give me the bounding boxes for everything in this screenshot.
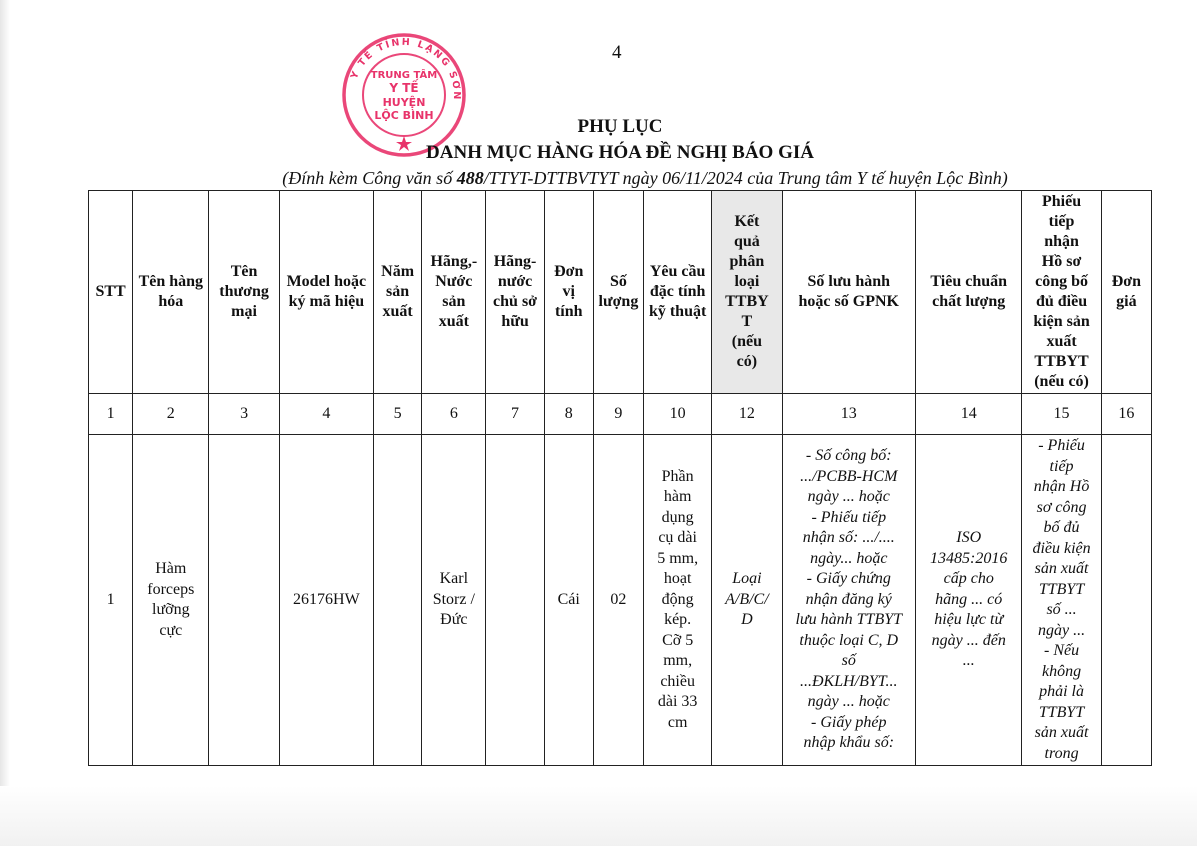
svg-text:TRUNG TÂM: TRUNG TÂM xyxy=(370,70,438,81)
cell-line: ... xyxy=(962,652,975,670)
cell-line: xuất xyxy=(1046,333,1077,350)
cell-line: hoặc số GPNK xyxy=(798,293,899,310)
cell-line: kiện sản xyxy=(1033,313,1090,330)
cell-line: ngày... hoặc xyxy=(810,549,888,567)
cell-quality-standard xyxy=(916,435,1022,766)
cell-classification xyxy=(712,435,782,766)
cell-line: hoạt xyxy=(663,570,692,588)
cell-line: Yêu cầu xyxy=(649,263,706,280)
cell-line: mm, xyxy=(663,652,693,670)
cell-line: động xyxy=(661,590,694,608)
page-bottom-shadow xyxy=(0,786,1197,846)
cell-line: - Nếu xyxy=(1044,642,1080,659)
cell-line: ký mã hiệu xyxy=(288,293,365,310)
cell-line: lưu hành TTBYT xyxy=(795,611,903,629)
cell-line: trong xyxy=(1044,744,1079,762)
cell-line: TTBYT xyxy=(1038,703,1085,721)
cell-registration xyxy=(782,435,916,766)
cell-line: A/B/C/ xyxy=(725,590,769,608)
col-unit-price xyxy=(1101,191,1151,394)
cell-line: sản xuất xyxy=(1034,724,1089,741)
cell-line: hóa xyxy=(158,293,184,310)
cell-line: Tên hàng xyxy=(138,273,204,290)
cell-line: Loại xyxy=(732,570,762,588)
cell-model: 26176HW xyxy=(279,435,373,766)
cell-line: nhận đăng ký xyxy=(805,590,892,608)
cell-line: cm xyxy=(667,713,688,731)
cell-line: Đơn xyxy=(1111,273,1141,290)
cell-unit: Cái xyxy=(544,435,593,766)
cell-line: nhập khẩu số: xyxy=(803,734,895,752)
cell-specs xyxy=(644,435,712,766)
cell-line: (nếu có) xyxy=(1034,373,1089,390)
cell-line: Hàm xyxy=(155,560,187,577)
column-number: 3 xyxy=(209,394,279,435)
col-unit xyxy=(544,191,593,394)
cell-line: tiếp xyxy=(1049,457,1074,475)
cell-unit-price xyxy=(1101,435,1151,766)
column-number: 9 xyxy=(593,394,643,435)
cell-line: không xyxy=(1042,662,1082,680)
cell-line: công bố xyxy=(1035,273,1088,290)
cell-line: Năm xyxy=(381,263,415,280)
cell-line: - Phiếu tiếp xyxy=(811,508,887,526)
attachment-suffix: /TTYT-DTTBVTYT ngày 06/11/2024 của Trung tâm Y tế huyện Lộc Bình) xyxy=(483,168,1008,188)
cell-line: hàm xyxy=(663,488,692,506)
cell-manufacturer xyxy=(422,435,486,766)
cell-line: TTBYT xyxy=(1038,580,1085,598)
cell-quantity: 02 xyxy=(593,435,643,766)
cell-line: số xyxy=(841,652,856,670)
cell-line: sản xuất xyxy=(1034,560,1089,577)
cell-line: Hãng,- xyxy=(430,253,478,270)
document-number: 488 xyxy=(456,168,484,188)
cell-line: phải là xyxy=(1039,683,1084,700)
cell-line: Hãng- xyxy=(493,253,537,270)
cell-line: TTBY xyxy=(725,293,769,310)
cell-line: Đức xyxy=(440,611,468,629)
column-number: 1 xyxy=(89,394,133,435)
cell-line: xuất xyxy=(382,303,413,320)
cell-line: đặc tính xyxy=(649,283,706,300)
col-stt xyxy=(89,191,133,394)
cell-line: kỹ thuật xyxy=(648,303,707,320)
cell-line: Nước xyxy=(435,273,473,290)
cell-line: hữu xyxy=(501,313,529,330)
cell-line: quả xyxy=(733,233,760,250)
cell-line: Tên xyxy=(230,263,258,280)
col-owner xyxy=(486,191,544,394)
cell-line: phân xyxy=(729,253,765,270)
cell-line: kép. xyxy=(664,611,692,629)
cell-line: Số lưu hành xyxy=(807,273,891,290)
cell-line: ngày ... hoặc xyxy=(807,488,890,506)
cell-line: hãng ... có xyxy=(935,590,1003,608)
cell-line: sơ công xyxy=(1036,498,1087,516)
cell-line: - Phiếu xyxy=(1038,437,1085,454)
cell-line: Tiêu chuẩn xyxy=(930,273,1008,290)
cell-line: Model hoặc xyxy=(286,273,367,290)
cell-line: nhận Hồ xyxy=(1033,478,1090,495)
cell-line: Karl xyxy=(439,570,469,588)
cell-line: có) xyxy=(736,353,758,370)
table-row xyxy=(89,435,1152,766)
goods-table xyxy=(88,190,1152,766)
list-title: DANH MỤC HÀNG HÓA ĐỀ NGHỊ BÁO GIÁ xyxy=(426,142,814,163)
cell-line: Cỡ 5 xyxy=(662,631,694,649)
col-manufacturer xyxy=(422,191,486,394)
cell-line: ngày ... đến xyxy=(931,631,1006,649)
col-quantity xyxy=(593,191,643,394)
column-number: 12 xyxy=(712,394,782,435)
cell-line: - Giấy chứng xyxy=(806,570,891,588)
cell-line: - Số công bố: xyxy=(805,447,892,465)
cell-line: D xyxy=(741,611,753,629)
col-registration xyxy=(782,191,916,394)
cell-line: sản xyxy=(386,283,410,300)
column-number: 13 xyxy=(782,394,916,435)
cell-line: tiếp xyxy=(1048,213,1075,230)
cell-year xyxy=(374,435,422,766)
official-stamp xyxy=(340,32,468,158)
col-receipt xyxy=(1022,191,1101,394)
attachment-note xyxy=(0,168,1197,189)
cell-line: hiệu lực từ xyxy=(934,611,1004,629)
cell-line: 13485:2016 xyxy=(930,549,1008,567)
cell-line: (nếu xyxy=(731,333,762,350)
col-classification xyxy=(712,191,782,394)
col-year xyxy=(374,191,422,394)
cell-line: ...ĐKLH/BYT... xyxy=(800,672,898,690)
column-number: 7 xyxy=(486,394,544,435)
column-number: 14 xyxy=(916,394,1022,435)
cell-line: Phiếu xyxy=(1041,193,1082,210)
page-number: 4 xyxy=(612,42,622,63)
cell-line: Phần xyxy=(661,467,694,485)
cell-line: chất lượng xyxy=(932,293,1006,310)
cell-line: số ... xyxy=(1046,601,1077,618)
column-number: 8 xyxy=(544,394,593,435)
cell-line: Số xyxy=(609,273,627,290)
cell-line: giá xyxy=(1116,293,1137,310)
appendix-title: PHỤ LỤC xyxy=(577,116,663,137)
cell-line: thuộc loại C, D xyxy=(799,631,899,649)
cell-line: nhận xyxy=(1044,233,1079,250)
cell-line: Đơn xyxy=(554,263,584,280)
cell-line: Storz / xyxy=(432,590,475,608)
cell-product-name xyxy=(133,435,209,766)
col-specs xyxy=(644,191,712,394)
cell-line: bố đủ xyxy=(1043,519,1080,536)
cell-line: lưỡng xyxy=(152,601,190,618)
column-number: 15 xyxy=(1022,394,1101,435)
cell-line: mại xyxy=(231,303,257,320)
cell-stt: 1 xyxy=(89,435,133,766)
column-number: 5 xyxy=(374,394,422,435)
cell-line: xuất xyxy=(438,313,469,330)
cell-line: T xyxy=(741,313,753,330)
svg-text:HUYỆN: HUYỆN xyxy=(382,96,426,109)
col-trade-name xyxy=(209,191,279,394)
cell-line: thương xyxy=(219,283,269,300)
col-quality-standard xyxy=(916,191,1022,394)
cell-line: forceps xyxy=(147,580,195,598)
cell-line: nhận số: .../.... xyxy=(802,529,895,547)
cell-line: tính xyxy=(554,303,583,320)
cell-line: cụ dài xyxy=(658,529,697,547)
cell-line: Kết xyxy=(734,213,760,230)
cell-trade-name xyxy=(209,435,279,766)
cell-line: 5 mm, xyxy=(657,549,699,567)
cell-line: vị xyxy=(562,283,575,300)
cell-line: dụng xyxy=(661,508,694,526)
cell-line: cực xyxy=(159,621,183,639)
column-number-row xyxy=(89,394,1152,435)
cell-line: TTBYT xyxy=(1034,353,1089,370)
cell-line: chủ sở xyxy=(493,293,538,310)
svg-text:Y TẾ: Y TẾ xyxy=(389,81,419,95)
cell-line: ngày ... hoặc xyxy=(807,693,890,711)
column-number: 16 xyxy=(1101,394,1151,435)
cell-line: sản xyxy=(442,293,466,310)
cell-line: điều kiện xyxy=(1032,539,1091,557)
cell-line: ISO xyxy=(956,529,982,547)
cell-owner xyxy=(486,435,544,766)
cell-line: STT xyxy=(95,283,126,300)
cell-line: loại xyxy=(734,273,760,290)
attachment-prefix: (Đính kèm Công văn số xyxy=(282,168,457,188)
cell-line: đủ điều xyxy=(1035,293,1088,310)
svg-text:Y TẾ TỈNH LẠNG SƠN: Y TẾ TỈNH LẠNG SƠN xyxy=(348,36,463,102)
cell-receipt xyxy=(1022,435,1101,766)
col-model xyxy=(279,191,373,394)
column-number: 2 xyxy=(133,394,209,435)
cell-line: lượng xyxy=(598,293,639,310)
cell-line: chiều xyxy=(660,672,695,690)
cell-line: cấp cho xyxy=(943,570,994,588)
cell-line: nước xyxy=(497,273,533,290)
cell-line: Hồ sơ xyxy=(1041,253,1082,270)
svg-text:LỘC BÌNH: LỘC BÌNH xyxy=(374,109,434,122)
cell-line: ngày ... xyxy=(1038,621,1086,639)
column-number: 6 xyxy=(422,394,486,435)
column-number: 4 xyxy=(279,394,373,435)
cell-line: .../PCBB-HCM xyxy=(800,467,898,485)
cell-line: - Giấy phép xyxy=(811,713,887,731)
cell-line: dài 33 xyxy=(657,693,698,711)
column-number: 10 xyxy=(644,394,712,435)
header-row xyxy=(89,191,1152,394)
col-product-name xyxy=(133,191,209,394)
